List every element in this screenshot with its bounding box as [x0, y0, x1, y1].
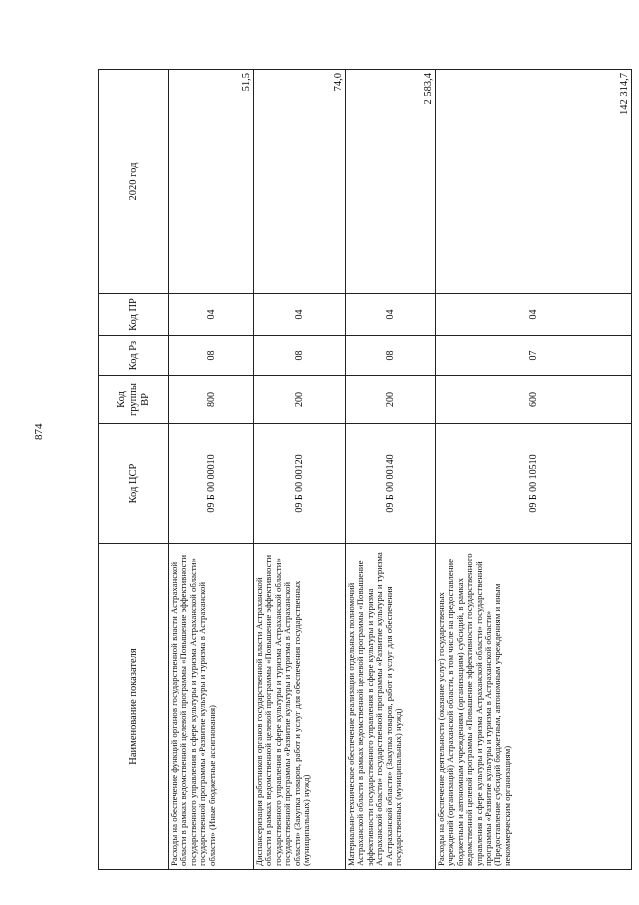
header-vr: Код группы ВР [99, 376, 169, 424]
row-csr: 09 Б 00 00140 [346, 424, 436, 544]
row-name: Расходы на обеспечение функций органов государственной власти Астраханской области в рамках ведомственной целевой программы «Повышение эффективности государственного управления в сфере культуры и туризма Астраханской области» государственной программы «Развитие культуры и туризма в Астраханской области» (Иные бюджетные ассигнования) [169, 544, 254, 870]
row-name: Материально-техническое обеспечение реализации отдельных полномочий Астраханской области в рамках ведомственной целевой программы «Повышение эффективности государственного управления в сфере культуры и туризма Астраханской области» государственной программы «Развитие культуры и туризма в Астраханской области» (Закупка товаров, работ и услуг для обеспечения государственных (муниципальных) нужд) [346, 544, 436, 870]
page-number: 874 [33, 423, 45, 440]
row-rz: 08 [346, 336, 436, 376]
row-name: Диспансеризация работников органов государственной власти Астраханской области в рамках ведомственной целевой программы «Повышение эффективности государственного управления в сфере культуры и туризма Астраханской области» государственной программы «Развитие культуры и туризма в Астраханской области» (Закупка товаров, работ и услуг для обеспечения государственных (муниципальных) нужд) [254, 544, 346, 870]
header-csr: Код ЦСР [99, 424, 169, 544]
table-row [346, 70, 436, 870]
row-vr: 800 [169, 376, 254, 424]
row-vr: 200 [254, 376, 346, 424]
row-vr: 600 [436, 376, 632, 424]
row-rz: 07 [436, 336, 632, 376]
header-year: 2020 год [99, 70, 169, 294]
row-csr: 09 Б 00 00120 [254, 424, 346, 544]
table-row [436, 70, 632, 870]
row-name: Расходы на обеспечение деятельности (оказание услуг) государственных учреждений (организаций) Астраханской области, в том числе на предоставление бюджетным и автономным учреждениям (организациям) субсидий, в рамках ведомственной целевой программы «Повышение эффективности государственного управления в сфере культуры и туризма Астраханской области» государственной программы «Развитие культуры и туризма в Астраханской области» (Предоставление субсидий бюджетным, автономным учреждениям и иным некоммерческим организациям) [436, 544, 632, 870]
row-rz: 08 [254, 336, 346, 376]
row-csr: 09 Б 00 10510 [436, 424, 632, 544]
table-row [254, 70, 346, 870]
budget-table-rotated [98, 70, 631, 870]
row-pr: 04 [254, 294, 346, 336]
header-pr: Код ПР [99, 294, 169, 336]
row-amount: 74,0 [254, 70, 346, 294]
budget-table [98, 69, 632, 870]
table-row [169, 70, 254, 870]
row-rz: 08 [169, 336, 254, 376]
table-header-row [99, 70, 169, 870]
header-rz: Код Рз [99, 336, 169, 376]
row-csr: 09 Б 00 00010 [169, 424, 254, 544]
row-pr: 04 [169, 294, 254, 336]
row-amount: 142 314,7 [436, 70, 632, 294]
row-amount: 2 583,4 [346, 70, 436, 294]
row-pr: 04 [436, 294, 632, 336]
row-amount: 51,5 [169, 70, 254, 294]
row-pr: 04 [346, 294, 436, 336]
header-name: Наименование показателя [99, 544, 169, 870]
row-vr: 200 [346, 376, 436, 424]
